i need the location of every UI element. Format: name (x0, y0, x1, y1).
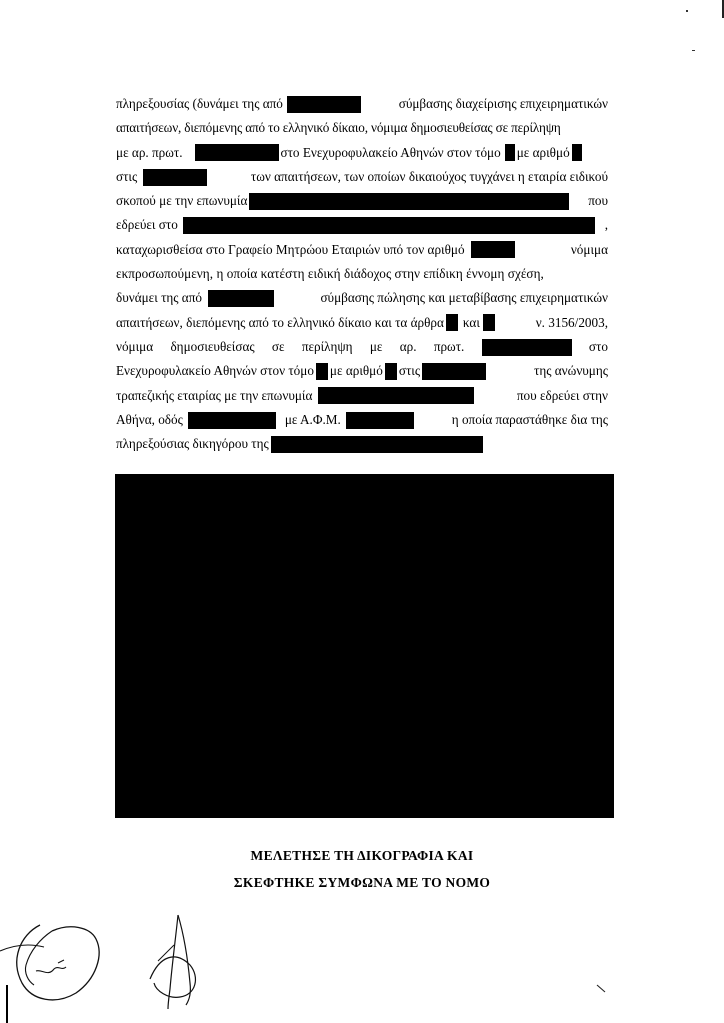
heading-line-2: ΣΚΕΦΤΗΚΕ ΣΥΜΦΩΝΑ ΜΕ ΤΟ ΝΟΜΟ (233, 875, 491, 890)
pen-mark (596, 984, 608, 994)
redaction-bar (183, 217, 595, 234)
text-line (116, 432, 608, 456)
text-fragment: εδρεύει στο (116, 217, 178, 233)
text-fragment: , (604, 217, 608, 233)
redaction-bar (483, 314, 495, 331)
redaction-bar (318, 387, 474, 404)
redacted-block (115, 474, 614, 818)
redaction-bar (287, 96, 361, 113)
text-line (116, 238, 608, 262)
redaction-bar (572, 144, 582, 161)
text-line (116, 335, 608, 359)
text-fragment: σε (271, 338, 285, 354)
text-fragment: πληρεξούσιας δικηγόρου της (116, 436, 269, 452)
text-fragment: που εδρεύει στην (516, 387, 608, 403)
text-fragment: καταχωρισθείσα στο Γραφείο Μητρώου Εταιριών υπό τον αριθμό (116, 241, 465, 257)
text-fragment: των απαιτήσεων, των οποίων δικαιούχος τυγχάνει η εταιρία ειδικού (250, 168, 608, 184)
text-fragment: απαιτήσεων, διεπόμενης από το ελληνικό δίκαιο και τα άρθρα (116, 314, 444, 330)
text-line (116, 141, 608, 165)
text-line (116, 262, 608, 286)
text-fragment: με αριθμό (329, 363, 383, 379)
text-fragment: εκπροσωπούμενη, η οποία κατέστη ειδική διάδοχος στην επίδικη έννομη σχέση, (116, 266, 544, 282)
scan-edge-mark (6, 985, 8, 1023)
text-line (116, 359, 608, 383)
text-fragment: της ανώνυμης (534, 363, 608, 379)
text-fragment: πληρεξουσίας (δυνάμει της από (116, 96, 283, 111)
text-fragment: με αριθμό (516, 144, 570, 160)
text-line (116, 408, 608, 432)
redaction-bar (195, 144, 279, 161)
text-fragment: δυνάμει της από (116, 290, 202, 306)
text-fragment: Ενεχυροφυλακείο Αθηνών στον τόμο (116, 363, 314, 379)
redaction-bar (143, 169, 207, 186)
redaction-bar (471, 241, 515, 258)
text-line (116, 116, 608, 140)
text-fragment: στο Ενεχυροφυλακείο Αθηνών στον τόμο (280, 144, 501, 160)
text-fragment: στις (116, 168, 138, 184)
text-fragment: η οποία παραστάθηκε δια της (451, 411, 608, 427)
text-fragment: στο (588, 338, 608, 354)
text-fragment: πρωτ. (433, 338, 465, 354)
text-fragment: Αθήνα, οδός (116, 411, 183, 427)
text-line (116, 165, 608, 189)
redaction-bar (188, 412, 276, 429)
redaction-bar (482, 339, 572, 356)
body-paragraph (116, 92, 608, 456)
text-fragment: σύμβασης πώλησης και μεταβίβασης επιχειρηματικών (320, 290, 608, 306)
text-fragment: που (588, 193, 608, 209)
text-fragment: νόμιμα (116, 338, 154, 354)
text-fragment: σύμβασης διαχείρισης επιχειρηματικών (398, 96, 608, 111)
text-line (116, 213, 608, 237)
redaction-bar (385, 363, 397, 380)
redaction-bar (346, 412, 414, 429)
redaction-bar (505, 144, 515, 161)
heading-line-1: ΜΕΛΕΤΗΣΕ ΤΗ ΔΙΚΟΓΡΑΦΙΑ ΚΑΙ (250, 848, 474, 863)
handwritten-signatures (0, 905, 240, 1023)
redaction-bar (249, 193, 569, 210)
scan-speck (686, 10, 688, 12)
text-fragment: τραπεζικής εταιρίας με την επωνυμία (116, 387, 313, 403)
text-fragment: απαιτήσεων, διεπόμενης από το ελληνικό δίκαιο, νόμιμα δημοσιευθείσας σε περίληψη (116, 120, 561, 136)
text-fragment: με (369, 338, 383, 354)
text-fragment: αρ. (399, 338, 417, 354)
redaction-bar (271, 436, 483, 453)
text-line (116, 286, 608, 310)
redaction-bar (208, 290, 274, 307)
redaction-bar (422, 363, 486, 380)
scan-speck (692, 50, 695, 51)
text-fragment: με Α.Φ.Μ. (284, 411, 341, 427)
redaction-bar (316, 363, 328, 380)
text-fragment: στις (398, 363, 421, 379)
text-fragment: με αρ. πρωτ. (116, 144, 183, 160)
text-line (116, 384, 608, 408)
text-line (116, 92, 608, 116)
text-line (116, 189, 608, 213)
text-fragment: ν. 3156/2003, (535, 314, 608, 330)
text-fragment: νόμιμα (570, 241, 608, 257)
text-fragment: δημοσιευθείσας (170, 338, 255, 354)
text-fragment: και (462, 314, 480, 330)
redaction-bar (446, 314, 458, 331)
text-fragment: σκοπού με την επωνυμία (116, 193, 248, 209)
text-line (116, 311, 608, 335)
text-fragment: περίληψη (301, 338, 353, 354)
